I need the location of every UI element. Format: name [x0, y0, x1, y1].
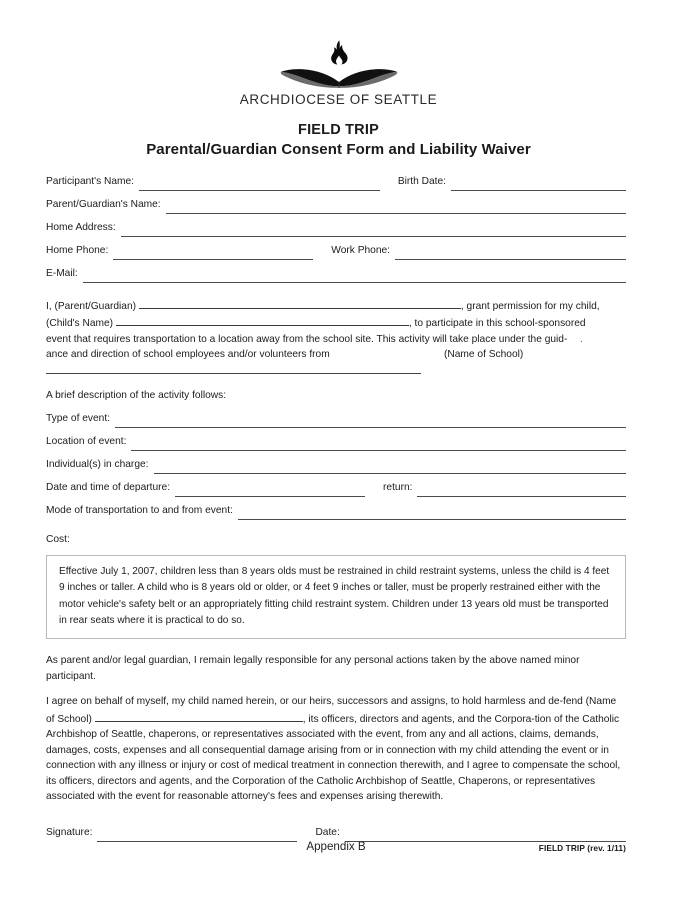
- stray-period-mark: .: [580, 333, 583, 345]
- title-consent-form: Parental/Guardian Consent Form and Liability Waiver: [146, 140, 531, 158]
- row-phones: [46, 237, 626, 260]
- input-birth-date[interactable]: [451, 177, 626, 191]
- input-home-address[interactable]: [121, 223, 626, 237]
- organization-name: ARCHDIOCESE OF SEATTLE: [239, 92, 438, 107]
- label-date: Date:: [315, 826, 340, 838]
- form-content: [46, 168, 626, 842]
- flame-over-open-book-icon: [279, 38, 399, 90]
- row-activity-intro: [46, 382, 626, 405]
- input-return[interactable]: [417, 483, 626, 497]
- label-home-address: Home Address:: [46, 222, 116, 234]
- label-parent-guardian-name: Parent/Guardian's Name:: [46, 199, 161, 211]
- row-location-of-event: [46, 428, 626, 451]
- notice-text: Effective July 1, 2007, children less than 8 years olds must be restrained in child restraint systems, unless the child is 4 feet 9 inches or taller. A child who is 8 years old or older, or 4 feet 9 inches or taller, must be properly restrained either with the motor vehicle's safety belt or an appropriately fitting child restraint system. Children under 13 years old must be transported in rear seats where it is practical to do so.: [59, 565, 610, 626]
- input-individuals-in-charge[interactable]: [154, 460, 627, 474]
- title-field-trip: FIELD TRIP: [298, 122, 379, 138]
- permission-line2-pre: (Child's Name): [46, 318, 114, 330]
- label-return: return:: [383, 482, 413, 493]
- revision-label: FIELD TRIP (rev. 1/11): [538, 843, 626, 853]
- legal-paragraph-2-pre: I agree on behalf of myself, my child named herein, or our heirs, successors and assigns, to hold harmless and de-fend (Name of School): [46, 696, 617, 725]
- spacer: [46, 374, 626, 382]
- permission-line-1: [46, 297, 626, 314]
- row-email: [46, 260, 626, 283]
- permission-line1-post: , grant permission for my child,: [460, 301, 600, 312]
- input-parent-guardian-name[interactable]: [166, 200, 626, 214]
- spacer: [46, 639, 626, 653]
- label-activity-intro: A brief description of the activity follows:: [46, 390, 227, 401]
- label-email: E-Mail:: [46, 268, 78, 280]
- input-mode-of-transportation[interactable]: [238, 506, 626, 520]
- appendix-label: Appendix B: [306, 840, 366, 853]
- input-parent-guardian-signature-name[interactable]: [139, 297, 461, 309]
- input-home-phone[interactable]: [113, 246, 313, 260]
- caption-name-of-school: (Name of School): [444, 348, 524, 360]
- label-work-phone: Work Phone:: [331, 245, 390, 257]
- label-mode-of-transportation: Mode of transportation to and from event:: [46, 505, 233, 516]
- row-cost: [46, 526, 626, 549]
- spacer: [46, 283, 626, 297]
- input-name-of-school[interactable]: [46, 363, 421, 374]
- row-parent-guardian-name: [46, 191, 626, 214]
- legal-paragraph-1: As parent and/or legal guardian, I remain legally responsible for any personal actions taken by the above named minor participant.: [46, 655, 580, 682]
- child-restraint-notice-box: [46, 555, 626, 639]
- input-email[interactable]: [83, 269, 626, 283]
- permission-line-2: [46, 314, 626, 331]
- label-participant-name: Participant's Name:: [46, 176, 135, 188]
- row-mode-of-transportation: [46, 497, 626, 520]
- row-home-address: [46, 214, 626, 237]
- permission-line2-post: , to participate in this school-sponsored: [408, 318, 586, 330]
- label-individuals-in-charge: Individual(s) in charge:: [46, 459, 149, 470]
- legal-paragraph-2-post: , its officers, directors and agents, and the Corpora-tion of the Catholic Archbishop of Seattle, chaperons, or representatives associated with the event, from any and all actions, claims, demands, damages, costs, expenses and all consequential damage arising from or in connection with my child attending the event or in connection with any illness or injury or cost of medical treatment in connection therewith, and I agree to compensate the school, its officers, directors and agents, and the Corporation of the Catholic Archbishop of Seattle, Chaperons, or representatives associated with the event for reasonable attorney's fees and expenses arising therewith.: [46, 713, 621, 803]
- label-cost: Cost:: [46, 534, 70, 545]
- spacer: [46, 684, 626, 694]
- row-participant-name: [46, 168, 626, 191]
- input-location-of-event[interactable]: [131, 437, 626, 451]
- permission-line1-pre: I, (Parent/Guardian): [46, 301, 137, 312]
- legal-paragraph-2: [46, 694, 626, 805]
- document-title: [0, 121, 677, 159]
- input-work-phone[interactable]: [395, 246, 626, 260]
- label-home-phone: Home Phone:: [46, 245, 109, 257]
- input-type-of-event[interactable]: [115, 414, 626, 428]
- row-type-of-event: [46, 405, 626, 428]
- row-individuals-in-charge: [46, 451, 626, 474]
- permission-paragraph: [46, 297, 626, 374]
- input-date-time-departure[interactable]: [175, 483, 365, 497]
- label-birth-date: Birth Date:: [397, 176, 446, 188]
- input-school-name-indemnity[interactable]: [95, 710, 303, 722]
- row-departure-return: [46, 474, 626, 497]
- row-signature: [46, 819, 626, 842]
- label-signature: Signature:: [46, 826, 93, 838]
- document-header: [0, 0, 677, 159]
- label-location-of-event: Location of event:: [46, 436, 127, 447]
- input-child-name[interactable]: [116, 314, 409, 326]
- permission-line4: ance and direction of school employees and/or volunteers from: [46, 348, 330, 360]
- label-date-time-departure: Date and time of departure:: [46, 482, 171, 493]
- spacer: [46, 805, 626, 819]
- label-type-of-event: Type of event:: [46, 413, 110, 424]
- permission-line-3: event that requires transportation to a location away from the school site. This activity will take place under the guid-: [46, 333, 568, 345]
- input-participant-name[interactable]: [139, 177, 380, 191]
